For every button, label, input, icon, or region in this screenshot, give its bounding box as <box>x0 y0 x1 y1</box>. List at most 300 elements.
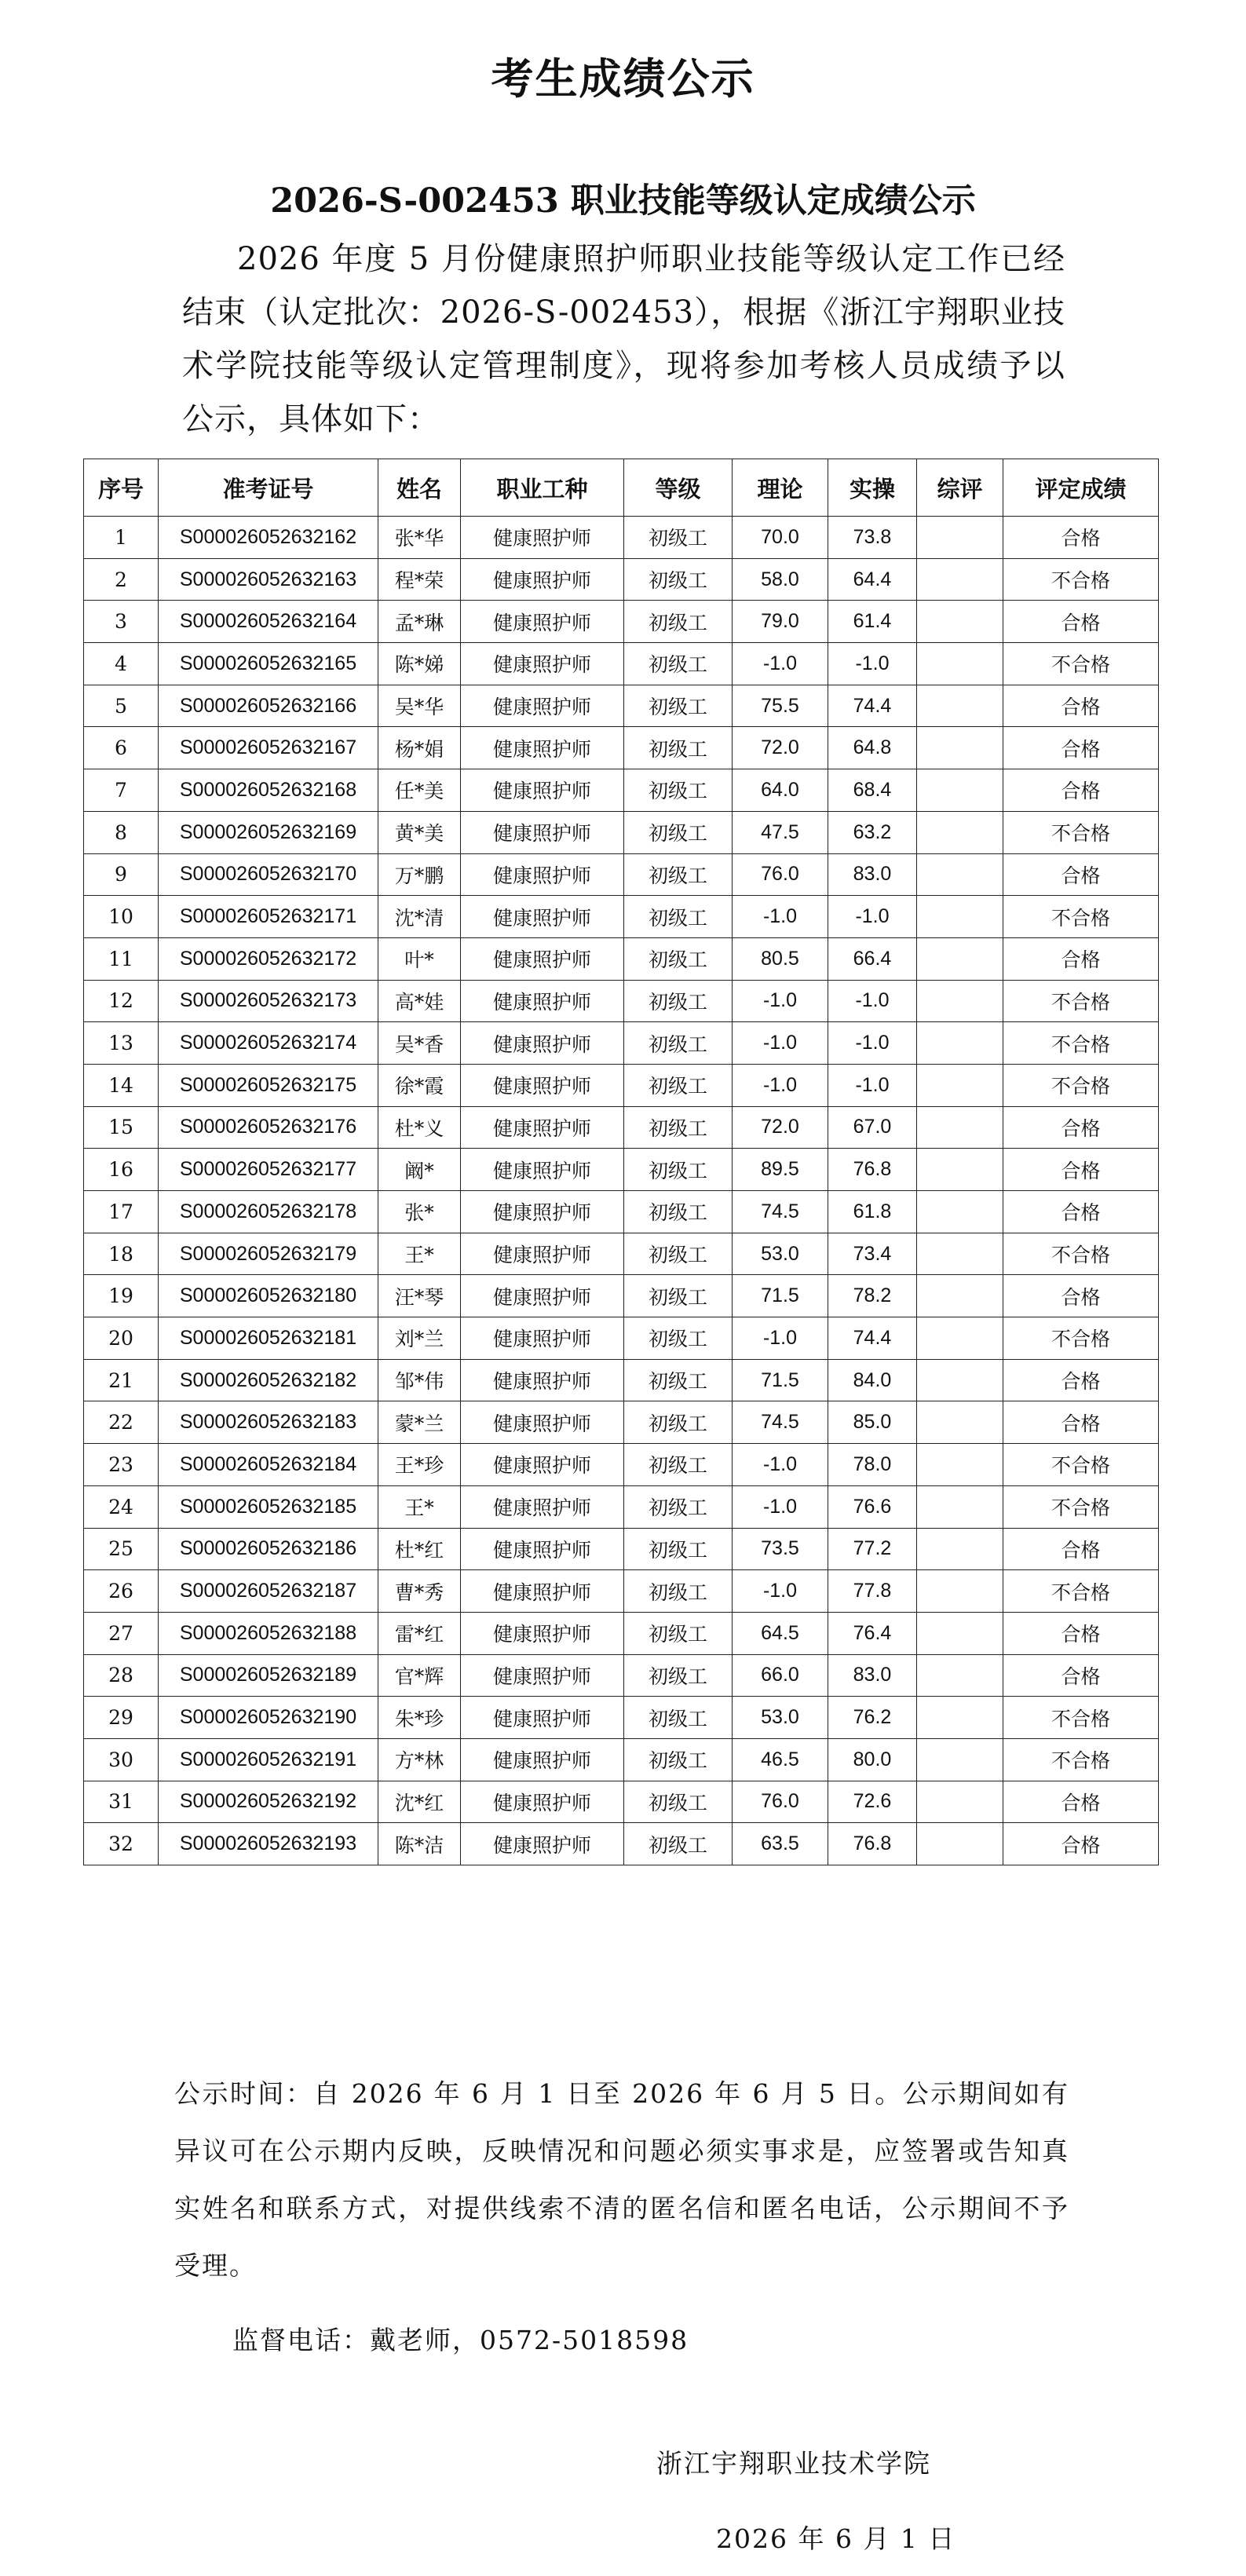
cell-practice: 66.4 <box>828 937 917 980</box>
cell-practice: 67.0 <box>828 1106 917 1149</box>
score-table <box>83 459 1159 1865</box>
cell-seq: 12 <box>84 980 159 1022</box>
cell-level: 初级工 <box>624 1317 733 1360</box>
cell-level: 初级工 <box>624 811 733 853</box>
cell-overall <box>917 1022 1003 1065</box>
table-row <box>84 811 1159 853</box>
cell-job: 健康照护师 <box>461 1401 624 1444</box>
cell-overall <box>917 1738 1003 1781</box>
cell-level: 初级工 <box>624 558 733 601</box>
cell-job: 健康照护师 <box>461 1233 624 1275</box>
cell-theory: -1.0 <box>733 1485 828 1528</box>
cell-practice: 76.8 <box>828 1823 917 1865</box>
cell-name: 叶* <box>378 937 461 980</box>
notice-paragraph: 公示时间：自 2026 年 6 月 1 日至 2026 年 6 月 5 日。公示期间如有异议可在公示期内反映，反映情况和问题必须实事求是，应签署或告知真实姓名和联系方式，对提供线索不清的匿名信和匿名电话，公示期间不予受理。 <box>174 2078 1069 2281</box>
cell-seq: 13 <box>84 1022 159 1065</box>
cell-ticket: S000026052632162 <box>159 517 378 559</box>
cell-job: 健康照护师 <box>461 769 624 812</box>
table-row <box>84 1064 1159 1106</box>
cell-practice: 85.0 <box>828 1401 917 1444</box>
cell-job: 健康照护师 <box>461 1697 624 1739</box>
cell-ticket: S000026052632191 <box>159 1738 378 1781</box>
cell-result: 不合格 <box>1003 1485 1159 1528</box>
cell-level: 初级工 <box>624 1823 733 1865</box>
cell-seq: 22 <box>84 1401 159 1444</box>
cell-level: 初级工 <box>624 1401 733 1444</box>
cell-job: 健康照护师 <box>461 811 624 853</box>
cell-job: 健康照护师 <box>461 517 624 559</box>
cell-overall <box>917 853 1003 896</box>
cell-name: 高*娃 <box>378 980 461 1022</box>
cell-overall <box>917 1612 1003 1654</box>
cell-result: 不合格 <box>1003 1317 1159 1360</box>
cell-level: 初级工 <box>624 853 733 896</box>
cell-theory: -1.0 <box>733 1022 828 1065</box>
cell-ticket: S000026052632175 <box>159 1064 378 1106</box>
cell-practice: 68.4 <box>828 769 917 812</box>
cell-job: 健康照护师 <box>461 896 624 938</box>
cell-result: 合格 <box>1003 1528 1159 1570</box>
cell-name: 沈*红 <box>378 1781 461 1823</box>
cell-theory: 74.5 <box>733 1401 828 1444</box>
cell-name: 方*林 <box>378 1738 461 1781</box>
cell-level: 初级工 <box>624 769 733 812</box>
header-seq: 序号 <box>84 459 159 517</box>
cell-level: 初级工 <box>624 1738 733 1781</box>
cell-theory: 46.5 <box>733 1738 828 1781</box>
cell-theory: 79.0 <box>733 601 828 643</box>
cell-overall <box>917 1528 1003 1570</box>
cell-overall <box>917 769 1003 812</box>
cell-practice: 77.8 <box>828 1570 917 1613</box>
table-header-row <box>84 459 1159 517</box>
cell-ticket: S000026052632167 <box>159 727 378 769</box>
cell-result: 合格 <box>1003 1781 1159 1823</box>
cell-job: 健康照护师 <box>461 1738 624 1781</box>
cell-theory: 53.0 <box>733 1697 828 1739</box>
cell-theory: -1.0 <box>733 1570 828 1613</box>
cell-result: 合格 <box>1003 769 1159 812</box>
cell-result: 合格 <box>1003 937 1159 980</box>
cell-seq: 24 <box>84 1485 159 1528</box>
cell-name: 张*华 <box>378 517 461 559</box>
cell-level: 初级工 <box>624 1106 733 1149</box>
score-table-body <box>84 517 1159 1865</box>
cell-overall <box>917 558 1003 601</box>
cell-job: 健康照护师 <box>461 1191 624 1233</box>
table-row <box>84 1275 1159 1317</box>
cell-overall <box>917 1697 1003 1739</box>
cell-theory: 64.5 <box>733 1612 828 1654</box>
cell-overall <box>917 1781 1003 1823</box>
cell-overall <box>917 1106 1003 1149</box>
cell-result: 合格 <box>1003 1654 1159 1697</box>
cell-ticket: S000026052632185 <box>159 1485 378 1528</box>
cell-name: 王* <box>378 1485 461 1528</box>
cell-practice: 83.0 <box>828 853 917 896</box>
cell-job: 健康照护师 <box>461 727 624 769</box>
cell-theory: -1.0 <box>733 1064 828 1106</box>
cell-practice: 73.8 <box>828 517 917 559</box>
cell-level: 初级工 <box>624 1359 733 1401</box>
cell-theory: 70.0 <box>733 517 828 559</box>
cell-level: 初级工 <box>624 1022 733 1065</box>
cell-seq: 5 <box>84 685 159 727</box>
cell-level: 初级工 <box>624 1233 733 1275</box>
cell-name: 曹*秀 <box>378 1570 461 1613</box>
cell-ticket: S000026052632179 <box>159 1233 378 1275</box>
cell-seq: 23 <box>84 1444 159 1486</box>
cell-name: 徐*霞 <box>378 1064 461 1106</box>
cell-theory: 72.0 <box>733 727 828 769</box>
cell-overall <box>917 1359 1003 1401</box>
issuing-organization: 浙江宇翔职业技术学院 <box>656 2448 931 2479</box>
cell-seq: 3 <box>84 601 159 643</box>
cell-overall <box>917 1275 1003 1317</box>
cell-practice: 74.4 <box>828 685 917 727</box>
table-row <box>84 1149 1159 1191</box>
cell-level: 初级工 <box>624 1528 733 1570</box>
cell-overall <box>917 1485 1003 1528</box>
table-row <box>84 1738 1159 1781</box>
table-row <box>84 1191 1159 1233</box>
cell-overall <box>917 1444 1003 1486</box>
cell-practice: 76.2 <box>828 1697 917 1739</box>
cell-level: 初级工 <box>624 1275 733 1317</box>
cell-ticket: S000026052632188 <box>159 1612 378 1654</box>
cell-result: 不合格 <box>1003 980 1159 1022</box>
cell-practice: 73.4 <box>828 1233 917 1275</box>
cell-level: 初级工 <box>624 1570 733 1613</box>
cell-result: 不合格 <box>1003 1022 1159 1065</box>
cell-theory: -1.0 <box>733 1444 828 1486</box>
cell-ticket: S000026052632164 <box>159 601 378 643</box>
cell-overall <box>917 1064 1003 1106</box>
cell-ticket: S000026052632181 <box>159 1317 378 1360</box>
cell-name: 朱*珍 <box>378 1697 461 1739</box>
cell-result: 合格 <box>1003 1359 1159 1401</box>
cell-level: 初级工 <box>624 685 733 727</box>
cell-result: 不合格 <box>1003 896 1159 938</box>
cell-level: 初级工 <box>624 1781 733 1823</box>
cell-overall <box>917 1233 1003 1275</box>
table-row <box>84 896 1159 938</box>
cell-ticket: S000026052632189 <box>159 1654 378 1697</box>
cell-practice: 76.8 <box>828 1149 917 1191</box>
table-row <box>84 1485 1159 1528</box>
cell-theory: 72.0 <box>733 1106 828 1149</box>
table-row <box>84 1106 1159 1149</box>
cell-practice: 76.4 <box>828 1612 917 1654</box>
cell-ticket: S000026052632173 <box>159 980 378 1022</box>
cell-job: 健康照护师 <box>461 1064 624 1106</box>
cell-overall <box>917 517 1003 559</box>
cell-name: 沈*清 <box>378 896 461 938</box>
cell-theory: 80.5 <box>733 937 828 980</box>
cell-ticket: S000026052632187 <box>159 1570 378 1613</box>
table-row <box>84 601 1159 643</box>
cell-job: 健康照护师 <box>461 1149 624 1191</box>
header-level: 等级 <box>624 459 733 517</box>
cell-overall <box>917 727 1003 769</box>
header-job: 职业工种 <box>461 459 624 517</box>
cell-overall <box>917 1191 1003 1233</box>
cell-theory: 66.0 <box>733 1654 828 1697</box>
cell-ticket: S000026052632193 <box>159 1823 378 1865</box>
page-title: 考生成绩公示 <box>491 54 755 104</box>
header-result: 评定成绩 <box>1003 459 1159 517</box>
header-practice: 实操 <box>828 459 917 517</box>
cell-practice: -1.0 <box>828 896 917 938</box>
cell-seq: 2 <box>84 558 159 601</box>
cell-level: 初级工 <box>624 601 733 643</box>
cell-overall <box>917 896 1003 938</box>
cell-overall <box>917 1149 1003 1191</box>
cell-seq: 14 <box>84 1064 159 1106</box>
cell-level: 初级工 <box>624 1612 733 1654</box>
cell-result: 不合格 <box>1003 1738 1159 1781</box>
cell-seq: 9 <box>84 853 159 896</box>
table-row <box>84 1697 1159 1739</box>
cell-overall <box>917 1317 1003 1360</box>
table-row <box>84 1022 1159 1065</box>
cell-name: 官*辉 <box>378 1654 461 1697</box>
cell-overall <box>917 601 1003 643</box>
cell-level: 初级工 <box>624 1485 733 1528</box>
cell-result: 合格 <box>1003 1401 1159 1444</box>
cell-theory: 64.0 <box>733 769 828 812</box>
cell-name: 程*荣 <box>378 558 461 601</box>
cell-name: 蒙*兰 <box>378 1401 461 1444</box>
cell-theory: 71.5 <box>733 1359 828 1401</box>
cell-ticket: S000026052632171 <box>159 896 378 938</box>
cell-result: 合格 <box>1003 853 1159 896</box>
cell-seq: 7 <box>84 769 159 812</box>
cell-job: 健康照护师 <box>461 1106 624 1149</box>
cell-job: 健康照护师 <box>461 1612 624 1654</box>
cell-practice: 80.0 <box>828 1738 917 1781</box>
cell-name: 杜*义 <box>378 1106 461 1149</box>
cell-theory: 76.0 <box>733 853 828 896</box>
cell-practice: 78.2 <box>828 1275 917 1317</box>
cell-theory: 89.5 <box>733 1149 828 1191</box>
cell-practice: 64.8 <box>828 727 917 769</box>
cell-name: 黄*美 <box>378 811 461 853</box>
cell-name: 吴*华 <box>378 685 461 727</box>
cell-practice: -1.0 <box>828 643 917 685</box>
cell-result: 合格 <box>1003 1612 1159 1654</box>
table-row <box>84 769 1159 812</box>
cell-job: 健康照护师 <box>461 1022 624 1065</box>
cell-job: 健康照护师 <box>461 937 624 980</box>
header-name: 姓名 <box>378 459 461 517</box>
cell-result: 不合格 <box>1003 1444 1159 1486</box>
cell-overall <box>917 1401 1003 1444</box>
cell-result: 合格 <box>1003 1823 1159 1865</box>
cell-result: 合格 <box>1003 685 1159 727</box>
cell-theory: -1.0 <box>733 896 828 938</box>
cell-ticket: S000026052632177 <box>159 1149 378 1191</box>
cell-result: 不合格 <box>1003 558 1159 601</box>
cell-level: 初级工 <box>624 1064 733 1106</box>
cell-seq: 4 <box>84 643 159 685</box>
cell-practice: -1.0 <box>828 1022 917 1065</box>
cell-name: 杨*娟 <box>378 727 461 769</box>
cell-level: 初级工 <box>624 727 733 769</box>
cell-result: 不合格 <box>1003 1697 1159 1739</box>
cell-result: 合格 <box>1003 1106 1159 1149</box>
cell-name: 王* <box>378 1233 461 1275</box>
cell-result: 不合格 <box>1003 1064 1159 1106</box>
cell-name: 阚* <box>378 1149 461 1191</box>
cell-job: 健康照护师 <box>461 1781 624 1823</box>
cell-job: 健康照护师 <box>461 685 624 727</box>
table-row <box>84 853 1159 896</box>
cell-ticket: S000026052632166 <box>159 685 378 727</box>
cell-job: 健康照护师 <box>461 1485 624 1528</box>
cell-seq: 27 <box>84 1612 159 1654</box>
cell-ticket: S000026052632183 <box>159 1401 378 1444</box>
cell-name: 万*鹏 <box>378 853 461 896</box>
cell-practice: 84.0 <box>828 1359 917 1401</box>
cell-result: 合格 <box>1003 601 1159 643</box>
cell-theory: 76.0 <box>733 1781 828 1823</box>
cell-ticket: S000026052632190 <box>159 1697 378 1739</box>
document-heading: 2026-S-002453 职业技能等级认定成绩公示 <box>270 181 976 221</box>
table-row <box>84 558 1159 601</box>
cell-job: 健康照护师 <box>461 1317 624 1360</box>
cell-seq: 11 <box>84 937 159 980</box>
cell-theory: 74.5 <box>733 1191 828 1233</box>
cell-job: 健康照护师 <box>461 1275 624 1317</box>
cell-name: 汪*琴 <box>378 1275 461 1317</box>
table-row <box>84 1401 1159 1444</box>
cell-level: 初级工 <box>624 643 733 685</box>
cell-level: 初级工 <box>624 980 733 1022</box>
table-row <box>84 1654 1159 1697</box>
cell-result: 合格 <box>1003 727 1159 769</box>
cell-job: 健康照护师 <box>461 558 624 601</box>
cell-name: 刘*兰 <box>378 1317 461 1360</box>
cell-name: 杜*红 <box>378 1528 461 1570</box>
cell-job: 健康照护师 <box>461 1570 624 1613</box>
table-row <box>84 1528 1159 1570</box>
cell-ticket: S000026052632169 <box>159 811 378 853</box>
cell-ticket: S000026052632182 <box>159 1359 378 1401</box>
cell-overall <box>917 811 1003 853</box>
table-row <box>84 937 1159 980</box>
cell-seq: 1 <box>84 517 159 559</box>
cell-result: 不合格 <box>1003 1233 1159 1275</box>
cell-seq: 29 <box>84 1697 159 1739</box>
cell-name: 王*珍 <box>378 1444 461 1486</box>
table-row <box>84 1612 1159 1654</box>
cell-ticket: S000026052632168 <box>159 769 378 812</box>
cell-seq: 20 <box>84 1317 159 1360</box>
cell-seq: 25 <box>84 1528 159 1570</box>
cell-theory: 58.0 <box>733 558 828 601</box>
header-theory: 理论 <box>733 459 828 517</box>
cell-name: 陈*洁 <box>378 1823 461 1865</box>
cell-seq: 26 <box>84 1570 159 1613</box>
cell-overall <box>917 643 1003 685</box>
cell-practice: 76.6 <box>828 1485 917 1528</box>
table-row <box>84 685 1159 727</box>
cell-name: 邹*伟 <box>378 1359 461 1401</box>
header-ticket: 准考证号 <box>159 459 378 517</box>
cell-job: 健康照护师 <box>461 643 624 685</box>
cell-theory: 71.5 <box>733 1275 828 1317</box>
cell-theory: 75.5 <box>733 685 828 727</box>
cell-result: 合格 <box>1003 1191 1159 1233</box>
cell-level: 初级工 <box>624 517 733 559</box>
cell-overall <box>917 685 1003 727</box>
cell-job: 健康照护师 <box>461 853 624 896</box>
cell-seq: 15 <box>84 1106 159 1149</box>
cell-ticket: S000026052632180 <box>159 1275 378 1317</box>
cell-practice: 83.0 <box>828 1654 917 1697</box>
cell-ticket: S000026052632170 <box>159 853 378 896</box>
table-row <box>84 980 1159 1022</box>
cell-practice: 63.2 <box>828 811 917 853</box>
cell-ticket: S000026052632165 <box>159 643 378 685</box>
cell-seq: 28 <box>84 1654 159 1697</box>
cell-job: 健康照护师 <box>461 601 624 643</box>
cell-seq: 6 <box>84 727 159 769</box>
cell-seq: 31 <box>84 1781 159 1823</box>
cell-job: 健康照护师 <box>461 1359 624 1401</box>
cell-ticket: S000026052632184 <box>159 1444 378 1486</box>
cell-practice: 78.0 <box>828 1444 917 1486</box>
cell-result: 不合格 <box>1003 1570 1159 1613</box>
cell-theory: -1.0 <box>733 980 828 1022</box>
cell-ticket: S000026052632174 <box>159 1022 378 1065</box>
cell-theory: -1.0 <box>733 1317 828 1360</box>
cell-level: 初级工 <box>624 1697 733 1739</box>
cell-seq: 30 <box>84 1738 159 1781</box>
cell-job: 健康照护师 <box>461 980 624 1022</box>
cell-name: 吴*香 <box>378 1022 461 1065</box>
cell-practice: 77.2 <box>828 1528 917 1570</box>
cell-job: 健康照护师 <box>461 1823 624 1865</box>
cell-level: 初级工 <box>624 1444 733 1486</box>
cell-level: 初级工 <box>624 1654 733 1697</box>
table-row <box>84 1317 1159 1360</box>
cell-name: 张* <box>378 1191 461 1233</box>
cell-overall <box>917 1654 1003 1697</box>
table-row <box>84 1359 1159 1401</box>
cell-overall <box>917 1570 1003 1613</box>
cell-level: 初级工 <box>624 1191 733 1233</box>
cell-job: 健康照护师 <box>461 1444 624 1486</box>
cell-seq: 32 <box>84 1823 159 1865</box>
cell-result: 合格 <box>1003 517 1159 559</box>
cell-ticket: S000026052632163 <box>159 558 378 601</box>
cell-ticket: S000026052632186 <box>159 1528 378 1570</box>
cell-practice: 61.8 <box>828 1191 917 1233</box>
cell-level: 初级工 <box>624 896 733 938</box>
cell-ticket: S000026052632192 <box>159 1781 378 1823</box>
cell-seq: 10 <box>84 896 159 938</box>
cell-theory: 73.5 <box>733 1528 828 1570</box>
table-row <box>84 1570 1159 1613</box>
cell-theory: 53.0 <box>733 1233 828 1275</box>
cell-theory: -1.0 <box>733 643 828 685</box>
table-row <box>84 1444 1159 1486</box>
cell-theory: 47.5 <box>733 811 828 853</box>
supervise-phone: 监督电话：戴老师，0572-5018598 <box>232 2325 689 2355</box>
cell-level: 初级工 <box>624 937 733 980</box>
